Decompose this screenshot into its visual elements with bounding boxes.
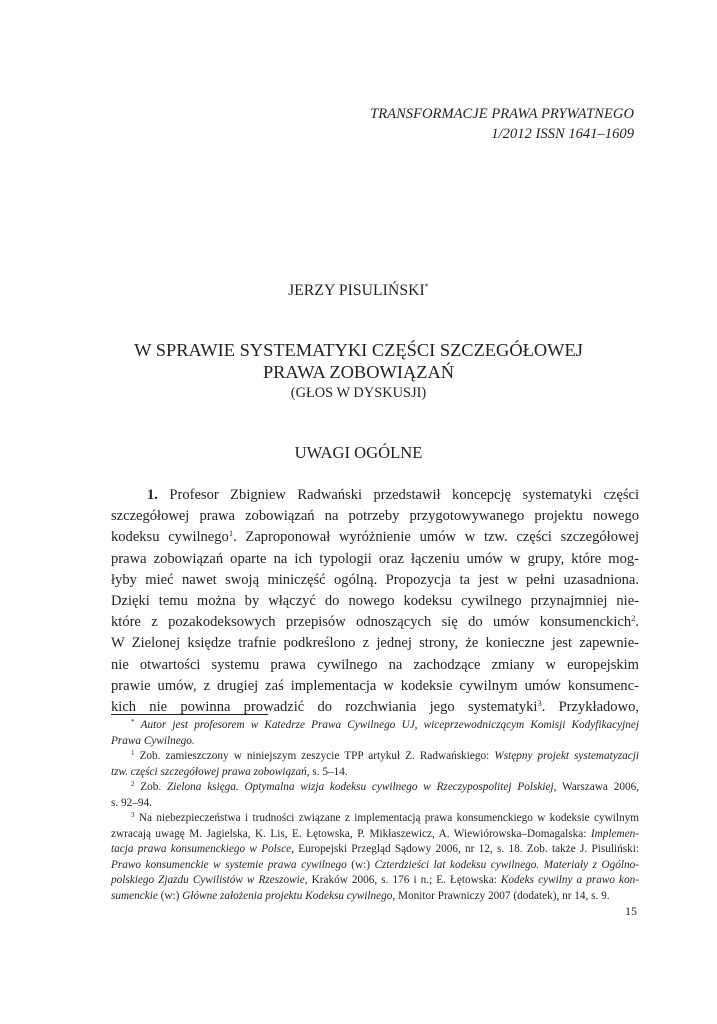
footnote-line: $^2$ Zob. Zielona księga. Optymalna wizja kodeksu cywilnego w Rzeczypospolitej Polskiej, Warszawa 2006, (131, 780, 640, 794)
body-paragraph (111, 485, 639, 718)
article-title (0, 339, 717, 403)
author-name: JERZY PISULIŃSKI (288, 282, 425, 299)
footnote-line: Prawa Cywilnego. (111, 734, 195, 747)
journal-header (370, 104, 634, 144)
footnotes (111, 718, 639, 905)
footnote-line: $^1$ Zob. zamieszczony w niniejszym zeszycie TPP artykuł Z. Radwańskiego: Wstępny projekt systematyzacji (131, 749, 639, 763)
body-line: kich nie powinna prowadzić do rozchwiania jego systematyki$^3$. Przykładowo, (111, 698, 639, 716)
footnote-ref: 2 (631, 613, 636, 624)
journal-name: TRANSFORMACJE PRAWA PRYWATNEGO (370, 106, 634, 122)
footnote-line: tacja prawa konsumenckiego w Polsce, Europejski Przegląd Sądowy 2006, nr 12, s. 18. Zob. także J. Pisuliński: (111, 843, 639, 856)
footnote-line: polskiego Zjazdu Cywilistów w Rzeszowie, Kraków 2006, s. 176 i n.; E. Łętowska: Kodeks cywilny a prawo kon- (111, 874, 639, 887)
body-line: szczegółowej prawa zobowiązań na potrzeby przygotowywanego projektu nowego (111, 508, 639, 525)
footnote-ref: 3 (537, 698, 542, 709)
body-line: W Zielonej księdze trafnie podkreślono z jednej strony, że konieczne jest zapewnie- (111, 635, 639, 652)
body-line: kodeksu cywilnego$^1$. Zaproponował wyróżnienie umów w tzw. części szczegółowej (111, 528, 639, 546)
footnote-separator (111, 714, 268, 715)
footnote-line: s. 92–94. (111, 796, 152, 809)
title-line-2: PRAWA ZOBOWIĄZAŃ (262, 362, 455, 382)
title-subtitle: (GŁOS W DYSKUSJI) (290, 385, 427, 401)
author-line (0, 282, 717, 300)
body-line: łyby mieć nawet swoją miniczęść ogólną. Propozycja ta jest w pełni uzasadniona. (111, 571, 639, 588)
body-line: prawie umów, z drugiej zaś implementacja w kodeksie cywilnym umów konsumenc- (111, 677, 639, 694)
footnote-line: tzw. części szczegółowej prawa zobowiązań, s. 5–14. (111, 765, 348, 778)
paragraph-number: 1. (147, 487, 158, 503)
body-line: Dzięki temu można by włączyć do nowego kodeksu cywilnego przynajmniej nie- (111, 593, 639, 610)
title-line-1: W SPRAWIE SYSTEMATYKI CZĘŚCI SZCZEGÓŁOWEJ (134, 340, 583, 360)
footnote-line: $^3$ Na niebezpieczeństwa i trudności związane z implementacją prawa konsumenckiego w kodeksie cywilnym (131, 811, 640, 825)
body-line: 1. Profesor Zbigniew Radwański przedstawił koncepcję systematyki części (147, 487, 639, 503)
author-footnote-mark: * (424, 282, 429, 291)
footnote-ref: 1 (228, 528, 234, 539)
section-heading: UWAGI OGÓLNE (294, 443, 423, 462)
journal-issue: 1/2012 ISSN 1641–1609 (491, 126, 634, 142)
body-line: które z pozakodeksowych przepisów odnoszących się do umów konsumenckich$^2$. (111, 613, 639, 631)
page-number: 15 (625, 904, 637, 918)
footnote-line: Prawo konsumenckie w systemie prawa cywilnego (w:) Czterdzieści lat kodeksu cywilnego. Materiały z Ogólno- (111, 858, 639, 871)
footnote-line: zwracają uwagę M. Jagielska, K. Lis, E. Łętowska, P. Mikłaszewicz, A. Wiewiórowska–Domagalska: Implemen- (111, 827, 639, 840)
footnote-line: sumenckie (w:) Główne założenia projektu Kodeksu cywilnego, Monitor Prawniczy 2007 (dodatek), nr 14, s. 9. (111, 890, 610, 903)
body-line: nie otwartości systemu prawa cywilnego na zachodzące zmiany w europejskim (111, 656, 639, 673)
body-line: prawa zobowiązań oparte na ich typologii oraz łączeniu umów w grupy, które mog- (111, 550, 639, 567)
footnote-line: * Autor jest profesorem w Katedrze Prawa Cywilnego UJ, wiceprzewodniczącym Komisji Kodyfikacyjnej (131, 718, 640, 731)
